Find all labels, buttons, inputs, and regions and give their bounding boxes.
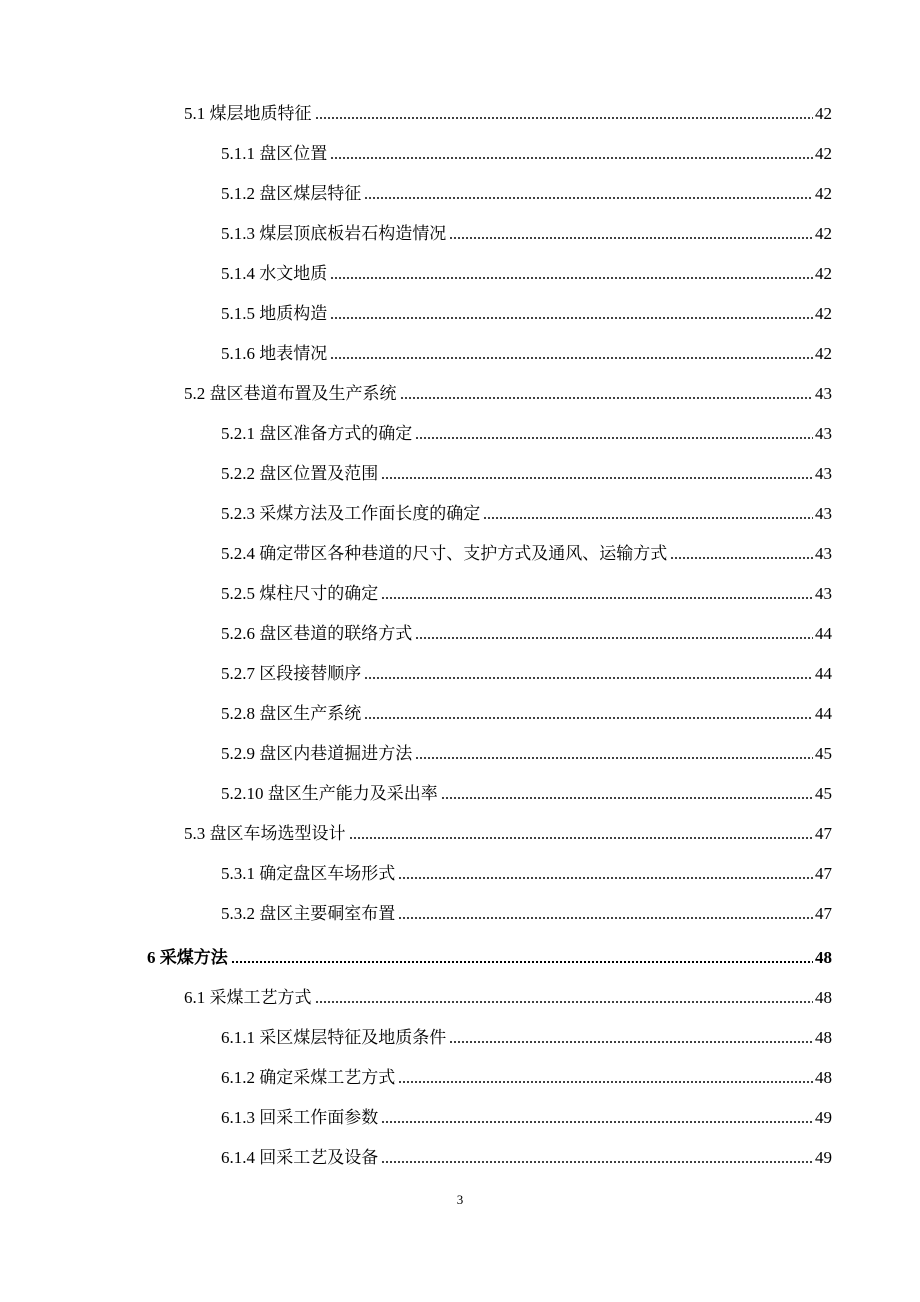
toc-entry-label: 5.2.10 盘区生产能力及采出率 xyxy=(221,784,438,803)
toc-entry-label: 5.1.1 盘区位置 xyxy=(221,144,328,163)
toc-entry-label: 5.2.6 盘区巷道的联络方式 xyxy=(221,624,413,643)
toc-entry-page: 47 xyxy=(815,824,832,843)
toc-entry xyxy=(221,860,832,888)
toc-entry-label: 5.2.3 采煤方法及工作面长度的确定 xyxy=(221,504,481,523)
dot-leader xyxy=(381,477,813,479)
dot-leader xyxy=(415,757,813,759)
toc-entry-label: 5.2 盘区巷道布置及生产系统 xyxy=(184,384,397,403)
toc-entry-label: 5.2.4 确定带区各种巷道的尺寸、支护方式及通风、运输方式 xyxy=(221,544,668,563)
toc-entry-page: 43 xyxy=(815,544,832,563)
toc-entry-page: 44 xyxy=(815,704,832,723)
toc-entry xyxy=(221,660,832,688)
dot-leader xyxy=(381,1121,813,1123)
toc-entry-label: 5.3 盘区车场选型设计 xyxy=(184,824,346,843)
dot-leader xyxy=(398,877,813,879)
dot-leader xyxy=(364,677,813,679)
dot-leader xyxy=(449,1041,813,1043)
toc-entry-label: 5.2.2 盘区位置及范围 xyxy=(221,464,379,483)
toc-entry xyxy=(184,100,832,128)
toc-entry-label: 6.1 采煤工艺方式 xyxy=(184,988,312,1007)
dot-leader xyxy=(398,1081,813,1083)
toc-entry-label: 6 采煤方法 xyxy=(147,948,228,967)
dot-leader xyxy=(330,317,813,319)
toc-entry-label: 6.1.3 回采工作面参数 xyxy=(221,1108,379,1127)
toc-entry xyxy=(221,620,832,648)
toc-entry xyxy=(221,1064,832,1092)
toc-entry xyxy=(221,1144,832,1172)
dot-leader xyxy=(364,197,813,199)
dot-leader xyxy=(381,597,813,599)
toc-entry-page: 47 xyxy=(815,904,832,923)
toc-entry-label: 5.3.1 确定盘区车场形式 xyxy=(221,864,396,883)
toc-entry xyxy=(221,420,832,448)
toc-entry-page: 48 xyxy=(815,948,832,967)
dot-leader xyxy=(449,237,813,239)
dot-leader xyxy=(400,397,814,399)
toc-entry-page: 42 xyxy=(815,344,832,363)
toc-entry-label: 6.1.4 回采工艺及设备 xyxy=(221,1148,379,1167)
toc-entry-page: 43 xyxy=(815,584,832,603)
toc-entry-label: 5.1.5 地质构造 xyxy=(221,304,328,323)
toc-entry xyxy=(221,220,832,248)
dot-leader xyxy=(315,1001,814,1003)
dot-leader xyxy=(381,1161,813,1163)
toc-entry xyxy=(184,984,832,1012)
page-number: 3 xyxy=(456,1192,464,1207)
dot-leader xyxy=(330,277,813,279)
dot-leader xyxy=(315,117,814,119)
toc-entry-label: 5.2.8 盘区生产系统 xyxy=(221,704,362,723)
toc-entry-page: 43 xyxy=(815,464,832,483)
toc-entry-label: 5.1.3 煤层顶底板岩石构造情况 xyxy=(221,224,447,243)
toc-entry xyxy=(221,700,832,728)
toc-entry-label: 5.1.4 水文地质 xyxy=(221,264,328,283)
toc-entry-page: 45 xyxy=(815,784,832,803)
dot-leader xyxy=(415,437,813,439)
toc-entry-page: 42 xyxy=(815,144,832,163)
toc-entry xyxy=(221,900,832,928)
toc-entry-page: 42 xyxy=(815,304,832,323)
toc-entry xyxy=(221,1024,832,1052)
toc-entry xyxy=(221,180,832,208)
toc-entry xyxy=(221,540,832,568)
toc-entry-label: 6.1.1 采区煤层特征及地质条件 xyxy=(221,1028,447,1047)
toc-entry xyxy=(221,340,832,368)
toc-entry-page: 43 xyxy=(815,424,832,443)
dot-leader xyxy=(330,157,813,159)
toc-entry-page: 43 xyxy=(815,384,832,403)
toc-entry xyxy=(221,580,832,608)
toc-entry-page: 42 xyxy=(815,224,832,243)
toc-entry xyxy=(221,300,832,328)
toc-entry-page: 47 xyxy=(815,864,832,883)
toc-entry xyxy=(221,140,832,168)
toc-entry-page: 43 xyxy=(815,504,832,523)
toc-entry-page: 49 xyxy=(815,1108,832,1127)
toc-entry-page: 49 xyxy=(815,1148,832,1167)
toc-entry-label: 5.1.6 地表情况 xyxy=(221,344,328,363)
toc-entry-page: 42 xyxy=(815,184,832,203)
dot-leader xyxy=(483,517,813,519)
toc-entry-label: 5.3.2 盘区主要硐室布置 xyxy=(221,904,396,923)
toc-entry-page: 44 xyxy=(815,664,832,683)
toc-entry xyxy=(184,380,832,408)
toc-entry-label: 6.1.2 确定采煤工艺方式 xyxy=(221,1068,396,1087)
toc-entry xyxy=(221,1104,832,1132)
toc-entry xyxy=(221,500,832,528)
dot-leader xyxy=(441,797,813,799)
toc-entry xyxy=(221,260,832,288)
toc-entry-label: 5.1 煤层地质特征 xyxy=(184,104,312,123)
toc-chapter-entry xyxy=(147,944,832,972)
toc-entry-label: 5.2.7 区段接替顺序 xyxy=(221,664,362,683)
toc-entry-label: 5.1.2 盘区煤层特征 xyxy=(221,184,362,203)
toc-entry-page: 48 xyxy=(815,988,832,1007)
toc-entry xyxy=(221,460,832,488)
dot-leader xyxy=(349,837,814,839)
toc-entry-page: 48 xyxy=(815,1068,832,1087)
toc-entry-page: 45 xyxy=(815,744,832,763)
toc-entry xyxy=(221,740,832,768)
toc-entry xyxy=(221,780,832,808)
dot-leader xyxy=(415,637,813,639)
toc-entry-label: 5.2.1 盘区准备方式的确定 xyxy=(221,424,413,443)
toc-entry-page: 48 xyxy=(815,1028,832,1047)
toc-entry-page: 42 xyxy=(815,264,832,283)
toc-entry-page: 42 xyxy=(815,104,832,123)
toc-entry-label: 5.2.9 盘区内巷道掘进方法 xyxy=(221,744,413,763)
dot-leader xyxy=(231,961,813,963)
dot-leader xyxy=(364,717,813,719)
dot-leader xyxy=(398,917,813,919)
dot-leader xyxy=(670,557,813,559)
toc-entry-label: 5.2.5 煤柱尺寸的确定 xyxy=(221,584,379,603)
dot-leader xyxy=(330,357,813,359)
toc-entry-page: 44 xyxy=(815,624,832,643)
toc-entry xyxy=(184,820,832,848)
